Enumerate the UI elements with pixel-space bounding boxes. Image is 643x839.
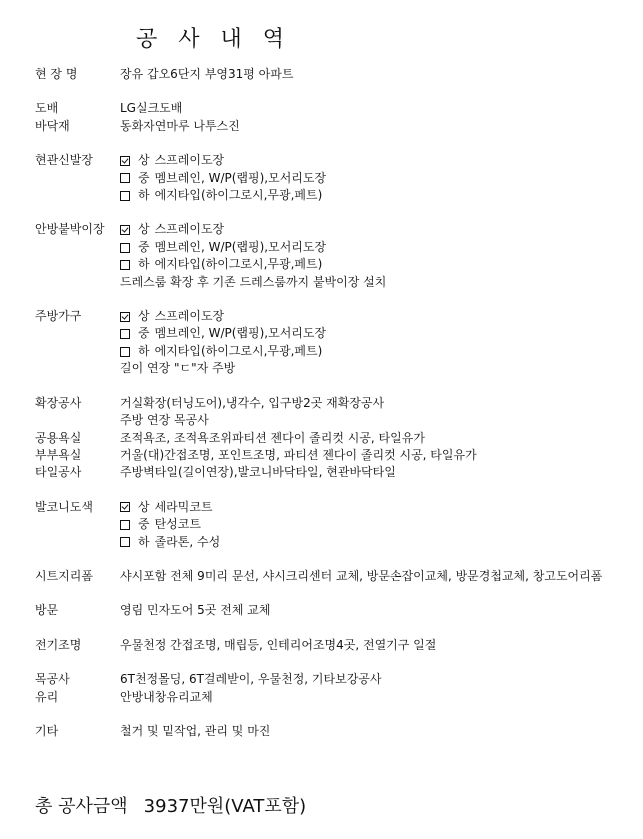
- section: [35, 221, 635, 291]
- section: [35, 671, 635, 706]
- section: [35, 637, 635, 654]
- item-label: [35, 239, 120, 256]
- empty-checkbox-icon: [120, 173, 130, 183]
- item-label: 주방가구: [35, 309, 82, 324]
- item-row: [35, 274, 635, 291]
- option-grade: 하: [138, 257, 150, 272]
- item-label: 공용욕실: [35, 430, 82, 445]
- item-value: 거울(대)간접조명, 포인트조명, 파티션 젠다이 졸리컷 시공, 타일유가: [120, 447, 477, 462]
- item-label: 목공사: [35, 672, 70, 687]
- item-label: [35, 256, 120, 273]
- empty-checkbox-icon: [120, 191, 130, 201]
- empty-checkbox-icon: [120, 243, 130, 253]
- item-label: 시트지리폼: [35, 568, 93, 583]
- option-line: [120, 170, 635, 187]
- checked-box-icon: [120, 225, 130, 235]
- item-row: [35, 308, 635, 325]
- item-note: 드레스룸 확장 후 기존 드레스룸까지 붙박이장 설치: [120, 274, 387, 289]
- item-value: 거실확장(터닝도어),냉각수, 입구방2곳 재확장공사: [120, 395, 385, 410]
- option-text: 스프레이도장: [154, 309, 225, 324]
- option-line: [120, 308, 635, 325]
- item-row: [35, 187, 635, 204]
- option-text: 탄성코트: [154, 517, 201, 532]
- section: [35, 602, 635, 619]
- option-line: [120, 152, 635, 169]
- option-text: 에지타입(하이그로시,무광,페트): [154, 343, 323, 358]
- item-label: 부부욕실: [35, 447, 82, 462]
- option-grade: 중: [138, 326, 150, 341]
- item-value: 조적욕조, 조적욕조위파티션 젠다이 졸리컷 시공, 타일유가: [120, 430, 425, 445]
- option-text: 졸라톤, 수성: [154, 534, 221, 549]
- total-cost-label: 총 공사금액: [35, 796, 128, 817]
- option-text: 에지타입(하이그로시,무광,페트): [154, 188, 323, 203]
- option-text: 세라믹코트: [154, 499, 213, 514]
- option-line: [120, 221, 635, 238]
- empty-checkbox-icon: [120, 347, 130, 357]
- section: [35, 568, 635, 585]
- item-row: [35, 221, 635, 238]
- option-line: [120, 239, 635, 256]
- option-line: [120, 325, 635, 342]
- item-label: 유리: [35, 689, 59, 704]
- item-value: 장유 갑오6단지 부영31평 아파트: [120, 67, 294, 81]
- item-value: 안방내창유리교체: [120, 689, 213, 704]
- empty-checkbox-icon: [120, 329, 130, 339]
- item-row: [35, 256, 635, 273]
- item-row: [35, 516, 635, 533]
- empty-checkbox-icon: [120, 537, 130, 547]
- item-value: 영림 민자도어 5곳 전체 교체: [120, 603, 271, 618]
- item-label: [35, 360, 120, 377]
- item-row: [35, 66, 635, 83]
- section: [35, 499, 635, 551]
- item-row: [35, 325, 635, 342]
- item-row: [35, 602, 635, 619]
- option-grade: 하: [138, 534, 150, 549]
- section: [35, 395, 635, 482]
- option-line: [120, 187, 635, 204]
- section: [35, 308, 635, 378]
- item-label: 확장공사: [35, 395, 82, 410]
- empty-checkbox-icon: [120, 260, 130, 270]
- section: [35, 723, 635, 740]
- item-label: 발코니도색: [35, 499, 93, 514]
- item-row: [35, 170, 635, 187]
- item-value: 우물천정 간접조명, 매립등, 인테리어조명4곳, 전열기구 일절: [120, 637, 437, 652]
- item-row: [35, 343, 635, 360]
- item-note: 길이 연장 "ㄷ"자 주방: [120, 361, 236, 376]
- item-label: [35, 274, 120, 291]
- checked-box-icon: [120, 156, 130, 166]
- checked-box-icon: [120, 502, 130, 512]
- item-label: 안방붙박이장: [35, 222, 105, 237]
- option-text: 스프레이도장: [154, 153, 225, 168]
- total-cost-amount: 3937만원(VAT포함): [143, 796, 307, 817]
- item-label: [35, 325, 120, 342]
- option-text: 스프레이도장: [154, 222, 225, 237]
- option-grade: 상: [138, 222, 150, 237]
- item-row: [35, 464, 635, 481]
- work-item-list: [35, 66, 635, 757]
- option-line: [120, 516, 635, 533]
- item-row: [35, 118, 635, 135]
- option-line: [120, 499, 635, 516]
- item-label: 바닥재: [35, 118, 70, 133]
- option-text: 멤브레인, W/P(랩핑),모서리도장: [154, 326, 327, 341]
- option-line: [120, 534, 635, 551]
- item-label: [35, 534, 120, 551]
- option-text: 에지타입(하이그로시,무광,페트): [154, 257, 323, 272]
- item-label: [35, 187, 120, 204]
- item-row: [35, 534, 635, 551]
- option-grade: 상: [138, 309, 150, 324]
- option-grade: 상: [138, 499, 150, 514]
- option-grade: 중: [138, 517, 150, 532]
- item-row: [35, 395, 635, 412]
- item-row: [35, 689, 635, 706]
- item-label: 타일공사: [35, 465, 82, 480]
- item-label: 기타: [35, 723, 59, 738]
- item-row: [35, 100, 635, 117]
- option-line: [120, 256, 635, 273]
- total-cost: [35, 792, 306, 818]
- item-value: 동화자연마루 나투스진: [120, 118, 240, 133]
- item-row: [35, 447, 635, 464]
- item-label: 현 장 명: [35, 67, 78, 81]
- item-label: [35, 412, 120, 429]
- item-row: [35, 723, 635, 740]
- item-row: [35, 412, 635, 429]
- item-label: 도배: [35, 101, 59, 116]
- item-label: [35, 343, 120, 360]
- item-row: [35, 499, 635, 516]
- option-grade: 상: [138, 153, 150, 168]
- item-label: [35, 170, 120, 187]
- item-row: [35, 239, 635, 256]
- item-label: 전기조명: [35, 637, 82, 652]
- section: [35, 100, 635, 135]
- item-row: [35, 152, 635, 169]
- item-value: 샤시포함 전체 9미리 문선, 샤시크리센터 교체, 방문손잡이교체, 방문경첩교체, 창고도어리폼: [120, 568, 603, 583]
- option-grade: 중: [138, 170, 150, 185]
- item-label: [35, 516, 120, 533]
- item-value: 철거 및 밑작업, 관리 및 마진: [120, 723, 271, 738]
- item-label: 현관신발장: [35, 153, 93, 168]
- option-grade: 중: [138, 239, 150, 254]
- item-row: [35, 568, 635, 585]
- item-row: [35, 360, 635, 377]
- section: [35, 66, 635, 83]
- item-label: 방문: [35, 603, 59, 618]
- document-title: 공 사 내 역: [136, 27, 291, 52]
- option-text: 멤브레인, W/P(랩핑),모서리도장: [154, 239, 327, 254]
- item-value: 주방 연장 목공사: [120, 413, 209, 428]
- item-row: [35, 671, 635, 688]
- item-row: [35, 637, 635, 654]
- option-grade: 하: [138, 188, 150, 203]
- empty-checkbox-icon: [120, 520, 130, 530]
- item-value: LG실크도배: [120, 101, 183, 116]
- item-value: 주방벽타일(길이연장),발코니바닥타일, 현관바닥타일: [120, 465, 396, 480]
- option-text: 멤브레인, W/P(랩핑),모서리도장: [154, 170, 327, 185]
- item-value: 6T천정몰딩, 6T걸레받이, 우물천정, 기타보강공사: [120, 672, 382, 687]
- item-row: [35, 430, 635, 447]
- option-line: [120, 343, 635, 360]
- option-grade: 하: [138, 343, 150, 358]
- checked-box-icon: [120, 312, 130, 322]
- section: [35, 152, 635, 204]
